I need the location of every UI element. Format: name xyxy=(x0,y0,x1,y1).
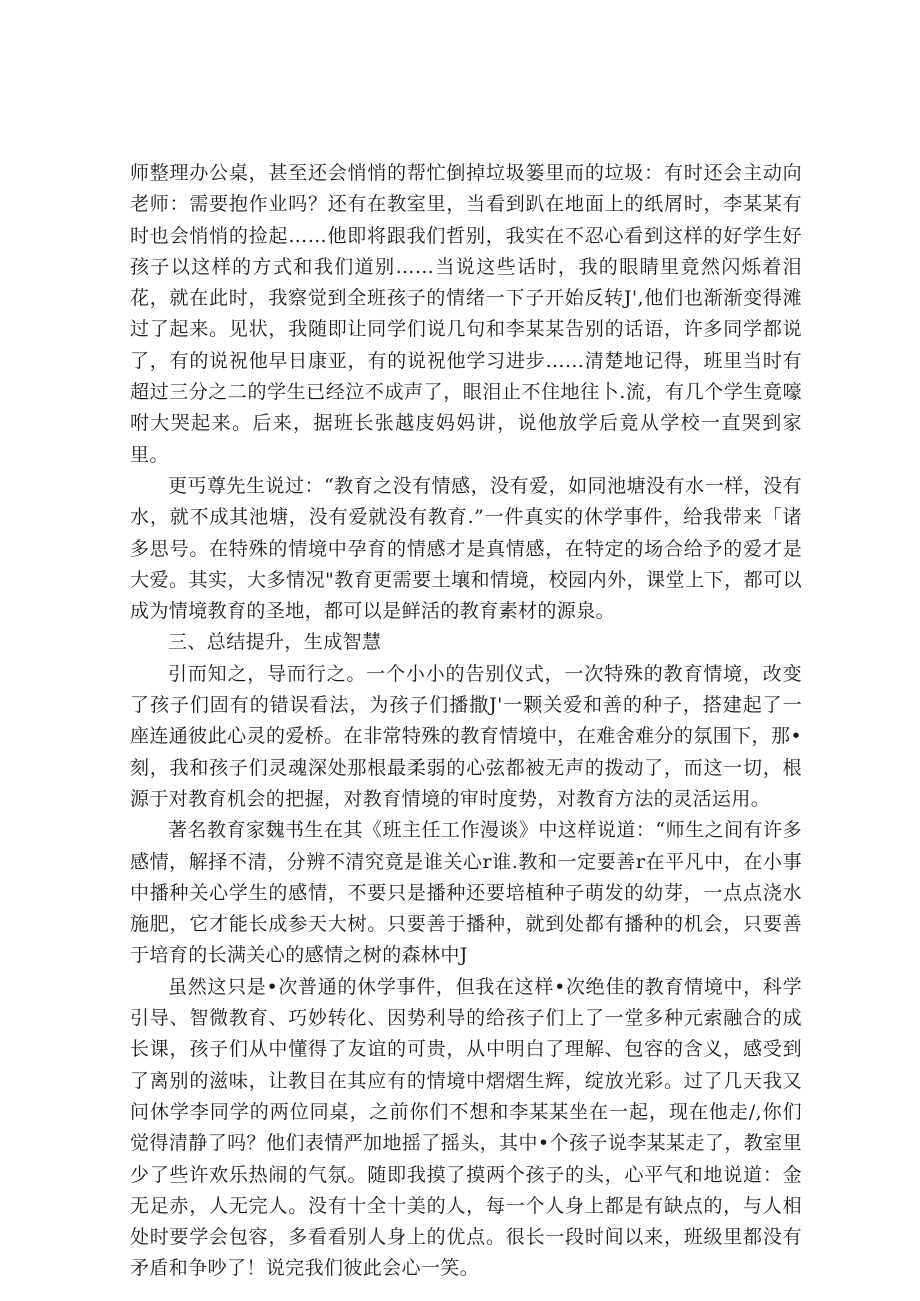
paragraph-continuation: 师整理办公桌，甚至还会悄悄的帮忙倒掉垃圾篓里而的垃圾：有时还会主动向老师：需要抱作业吗？还有在教室里，当看到趴在地面上的纸屑时，李某某有时也会悄悄的捡起……他即将跟我们哲别，我实在不忍心看到这样的好学生好孩子以这样的方式和我们道别……当说这些话时，我的眼睛里竟然闪烁着泪花，就在此时，我察觉到全班孩子的情绪一下子开始反转J',他们也渐渐变得滩过了起来。见状，我随即让同学们说几句和李某某告别的话语，许多同学都说了，有的说祝他早日康亚，有的说祝他学习进步……清楚地记得，班里当时有超过三分之二的学生已经泣不成声了，眼泪止不住地往卜.流，有几个学生竟嚎咐大哭起来。后来，据班长张越庋妈妈讲，说他放学后竟从学校一直哭到家里。 xyxy=(130,162,802,466)
section-heading: 三、总结提升，生成智慧 xyxy=(168,631,382,654)
document-body xyxy=(130,158,802,1285)
paragraph-quote-wei-shusheng: 著名教育家魏书生在其《班主任工作漫谈》中这样说道：“师生之间有许多感情，解择不清，分辨不清究竟是谁关心r谁.教和一定要善r在平凡中，在小事中播种关心学生的感情，不要只是播种还要培植种子萌发的幼芽，一点点浇水施肥，它才能长成参天大树。只要善于播种，就到处都有播种的机会，只要善于培育的长满关心的感情之树的森林中J xyxy=(130,819,802,967)
paragraph-quote-xia-mianzun: 更丐尊先生说过：“教育之没有情感，没有爱，如同池塘没有水一样，没有水，就不成其池塘，没有爱就没有教育.”一件真实的休学事件，给我带来「诸多思号。在特殊的情境中孕育的情感才是真情感，在特定的场合给予的爱才是大爱。其实，大多情况"教育更需要土壤和情境，校园内外，课堂上下，都可以成为情境教育的圣地，都可以是鲜活的教育素材的源泉。 xyxy=(130,474,802,623)
paragraph-conclusion: 虽然这只是•次普通的休学事件，但我在这样•次绝佳的教育情境中，科学引导、智微教育、巧妙转化、因势利导的给孩子们上了一堂多种元索融合的成长课，孩子们从中懂得了友谊的可贵，从中明白了理解、包容的含义，感受到了离别的滋味，让教目在其应有的情境中熠熠生辉，绽放光彩。过了几天我又问休学李同学的两位同桌，之前你们不想和李某某坐在一起，现在他走/,你们觉得清静了吗？他们表情严加地摇了摇头，其中•个孩子说李某某走了，教室里少了些许欢乐热闹的气氛。随即我摸了摸两个孩子的头，心平气和地说道：金无足赤，人无完人。没有十全十美的人，每一个人身上都是有缺点的，与人相处时要学会包容，多看看别人身上的优点。很长一段时间以来，班级里都没有矛盾和争吵了！说完我们彼此会心一笑。 xyxy=(130,975,802,1280)
paragraph-guidance: 引而知之，导而行之。一个小小的告别仪式，一次特殊的教育情境，改变了孩子们固有的错误看法，为孩子们播撒J'一颗关爱和善的种子，搭建起了一座连通彼此心灵的爱桥。在非常特殊的教育情境中，在难舍难分的氛围下，那•刻，我和孩子们灵魂深处那根最柔弱的心弦都被无声的拨动了，而这一切，根源于对教育机会的把握，对教育情境的审时度势，对教育方法的灵活运用。 xyxy=(130,662,802,810)
